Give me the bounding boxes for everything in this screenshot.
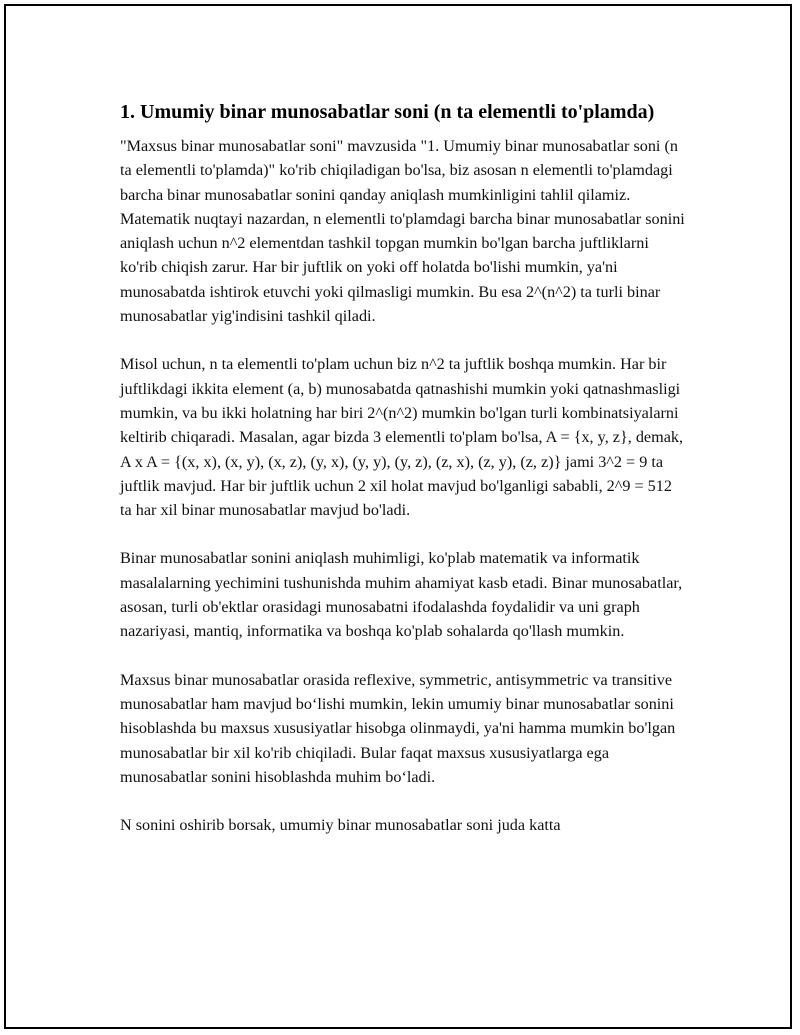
paragraph-1: "Maxsus binar munosabatlar soni" mavzusida "1. Umumiy binar munosabatlar soni (n ta elementli to'plamda)" ko'rib chiqiladigan bo'lsa, biz asosan n elementli to'plamdagi barcha binar munosabatlar sonini qanday aniqlash mumkinligini tahlil qilamiz. Matematik nuqtayi nazardan, n elementli to'plamdagi barcha binar munosabatlar sonini aniqlash uchun n^2 elementdan tashkil topgan mumkin bo'lgan barcha juftliklarni ko'rib chiqish zarur. Har bir juftlik on yoki off holatda bo'lishi mumkin, ya'ni munosabatda ishtirok etuvchi yoki qilmasligi mumkin. Bu esa 2^(n^2) ta turli binar munosabatlar yig'indisini tashkil qiladi.: [120, 137, 685, 326]
paragraph-4: Maxsus binar munosabatlar orasida reflexive, symmetric, antisymmetric va transitive munosabatlar ham mavjud bo‘lishi mumkin, lekin umumiy binar munosabatlar sonini hisoblashda bu maxsus xususiyatlar hisobga olinmaydi, ya'ni hamma mumkin bo'lgan munosabatlar bir xil ko'rib chiqiladi. Bular faqat maxsus xususiyatlarga ega munosabatlar sonini hisoblashda muhim bo‘ladi.: [120, 670, 676, 786]
document-page: [4, 4, 792, 1029]
paragraph-2: Misol uchun, n ta elementli to'plam uchun biz n^2 ta juftlik boshqa mumkin. Har bir juftlikdagi ikkita element (a, b) munosabatda qatnashishi mumkin yoki qatnashmasligi mumkin, va bu ikki holatning har biri 2^(n^2) mumkin bo'lgan turli kombinatsiyalarni keltirib chiqaradi. Masalan, agar bizda 3 elementli to'plam bo'lsa, A = {x, y, z}, demak, A x A = {(x, x), (x, y), (x, z), (y, x), (y, y), (y, z), (z, x), (z, y), (z, z)} jami 3^2 = 9 ta juftlik mavjud. Har bir juftlik uchun 2 xil holat mavjud bo'lganligi sababli, 2^9 = 512 ta har xil binar munosabatlar mavjud bo'ladi.: [120, 355, 684, 520]
document-content: [120, 98, 686, 861]
paragraph-3: Binar munosabatlar sonini aniqlash muhimligi, ko'plab matematik va informatik masalalarning yechimini tushunishda muhim ahamiyat kasb etadi. Binar munosabatlar, asosan, turli ob'ektlar orasidagi munosabatni ifodalashda foydalidir va uni graph nazariyasi, mantiq, informatika va boshqa ko'plab sohalarda qo'llash mumkin.: [120, 549, 683, 641]
document-title: 1. Umumiy binar munosabatlar soni (n ta elementli to'plamda): [120, 101, 655, 123]
paragraph-5: N sonini oshirib borsak, umumiy binar munosabatlar soni juda katta: [120, 816, 561, 835]
